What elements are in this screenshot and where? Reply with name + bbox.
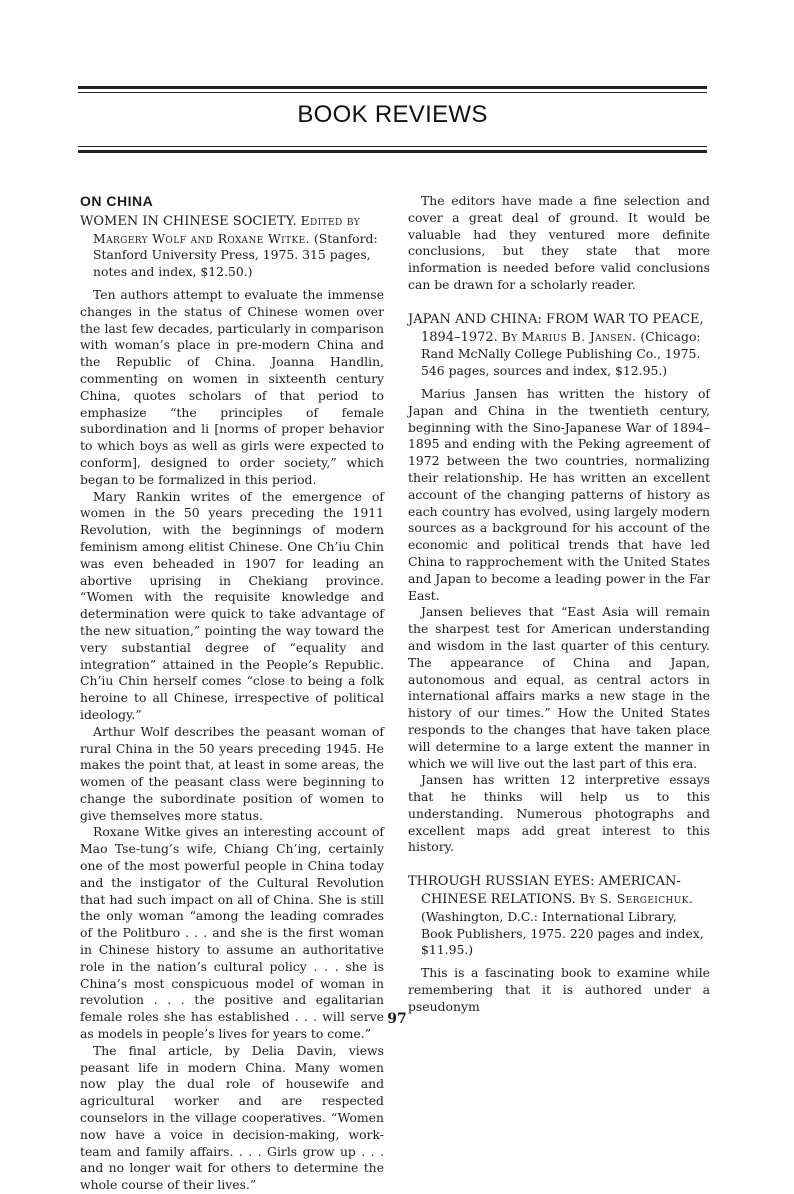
review-1-citation — [80, 213, 384, 281]
review-1-author: Margery Wolf and Roxane Witke. — [93, 230, 310, 246]
review-1-paragraph-6: The editors have made a fine selection and cover a great deal of ground. It would be valuable had they ventured more definite conclusions, but they state that more information is needed before valid conclusions can be drawn for a scholarly reader. — [408, 193, 710, 292]
review-2-title: JAPAN AND CHINA: FROM WAR TO PEACE, 1894–1972. — [408, 311, 704, 345]
review-2-paragraph-3: Jansen has written 12 interpretive essays that he thinks will help us to this understanding. Numerous photographs and excellent maps add great interest to this history. — [408, 772, 710, 855]
review-3-title: THROUGH RUSSIAN EYES: AMERICAN-CHINESE RELATIONS. — [408, 874, 681, 908]
right-column — [408, 193, 710, 1016]
review-3-citation — [408, 873, 710, 959]
review-3-author: S. Sergeichuk. — [599, 891, 694, 907]
review-2-author: Marius B. Jansen. — [521, 328, 637, 344]
review-1-paragraph-1: Ten authors attempt to evaluate the immense changes in the status of Chinese women over the last few decades, particularly in comparison with woman’s place in pre-modern China and the Republic of China. Joanna Handlin, commenting on women in sixteenth century China, quotes scholars of that period to emphasize “the principles of female subordination and li [norms of proper behavior to which boys as well as girls were expected to conform], designed to order society,” which began to be formalized in this period. — [80, 286, 384, 487]
review-3-paragraph-1: This is a fascinating book to examine while remembering that it is authored under a pseudonym — [408, 965, 710, 1014]
header-rule-thin — [78, 146, 707, 147]
review-1-publisher: (Stanford: Stanford University Press, 1975. 315 pages, notes and index, $12.50.) — [93, 230, 378, 280]
section-heading: ON CHINA — [80, 193, 154, 209]
top-rule-thin — [78, 92, 707, 93]
review-1-paragraph-4: Roxane Witke gives an interesting account of Mao Tse-tung’s wife, Chiang Ch’ing, certainly one of the most powerful people in China today and the instigator of the Cultural Revolution that had such impact on all of China. She is still the only woman “among the leading comrades of the Politburo . . . and she is the first woman in Chinese history to assume an authoritative role in the nation’s cultural policy . . . she is China’s most conspicuous model of woman in revolution . . . the positive and egalitarian female roles she has established . . . will serve as models in people’s lives for years to come.” — [80, 824, 384, 1042]
spacer — [408, 294, 710, 311]
page-header-title: BOOK REVIEWS — [297, 101, 488, 128]
review-2-paragraph-2: Jansen believes that “East Asia will remain the sharpest test for American understanding and wisdom in the last quarter of this century. The appearance of China and Japan, autonomous and equal, as central actors in international affairs marks a new stage in the history of our times.” How the United States responds to the changes that have taken place will determine to a large extent the manner in which we will live out the last part of this era. — [408, 604, 710, 771]
top-rule-thick — [78, 86, 707, 89]
review-1-title: WOMEN IN CHINESE SOCIETY. — [80, 213, 297, 229]
review-2-by: By — [501, 328, 518, 344]
review-3-publisher: (Washington, D.C.: International Library, Book Publishers, 1975. 220 pages and index, $11.95.) — [421, 908, 704, 958]
review-3-by: By — [579, 891, 596, 907]
review-1-paragraph-5: The final article, by Delia Davin, views peasant life in modern China. Many women now play the dual role of housewife and agricultural worker and are respected counselors in the village cooperatives. “Women now have a voice in decision-making, work-team and family affairs. . . . Girls grow up . . . and no longer wait for others to determine the whole course of their lives.” — [80, 1042, 384, 1193]
review-2-paragraph-1: Marius Jansen has written the history of Japan and China in the twentieth century, beginning with the Sino-Japanese War of 1894–1895 and ending with the Peking agreement of 1972 between the two countries, normalizing their relationship. He has written an excellent account of the changing patterns of history as each country has evolved, using largely modern sources as a background for his account of the economic and political trends that have led China to rapprochement with the United States and Japan to become a leading power in the Far East. — [408, 385, 711, 603]
spacer — [408, 856, 710, 873]
left-column — [80, 193, 384, 1194]
page-number: 97 — [387, 1011, 407, 1027]
review-1-paragraph-2: Mary Rankin writes of the emergence of women in the 50 years preceding the 1911 Revolution, with the beginnings of modern feminism among elitist Chinese. One Ch’iu Chin was even beheaded in 1907 for leading an abortive uprising in Chekiang province. “Women with the requisite knowledge and determination were quick to take advantage of the new situation,” pointing the way toward the very substantial degree of “equality and integration” attained in the People’s Republic. Ch’iu Chin herself comes “close to being a folk heroine to all Chinese, irrespective of political ideology.” — [80, 488, 384, 722]
review-1-paragraph-3: Arthur Wolf describes the peasant woman of rural China in the 50 years preceding 1945. He makes the point that, at least in some areas, the women of the peasant class were beginning to change the subordinate position of women to give themselves more status. — [80, 723, 384, 823]
review-2-citation — [408, 311, 710, 380]
review-2-publisher: (Chicago: Rand McNally College Publishing Co., 1975. 546 pages, sources and index, $12.95.) — [421, 328, 701, 379]
review-1-by: Edited by — [300, 212, 361, 228]
header-rule-thick — [78, 150, 707, 153]
